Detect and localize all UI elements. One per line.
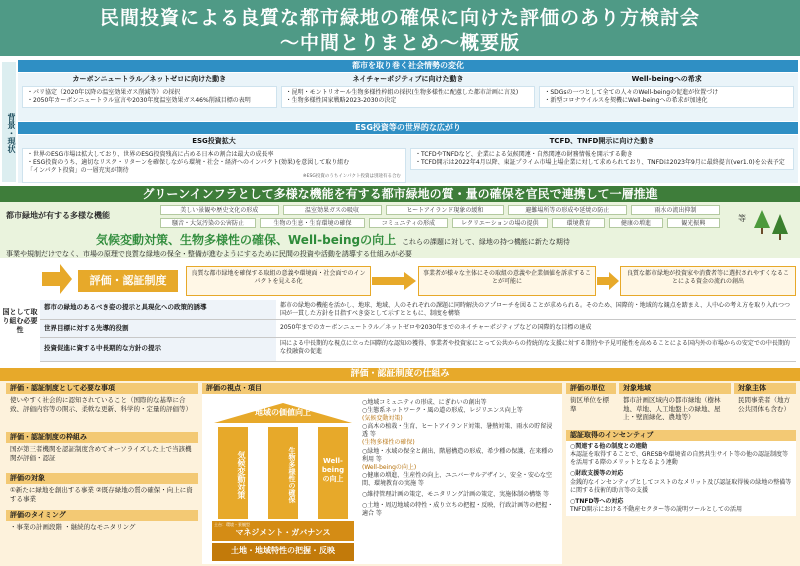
func-item: 観光振興 [667,218,720,228]
temple-diagram [208,397,358,563]
headline: 気候変動対策、生物多様性の確保、Well-beingの向上 [96,233,397,247]
system-right-column [566,383,796,516]
arrow-right-icon [372,272,416,290]
box-body: 民間事業者（地方公共団体も含む） [738,396,790,413]
list-item: ・生物多様性国家戦略2023-2030の決定 [285,96,397,104]
arrow-right-icon [597,272,619,290]
list-item: ・昆明・モントリオール生物多様性枠組の採択(生物多様性に配慮した都市計画に言及) [285,89,519,97]
system-band: 評価・認証制度の仕組み [0,368,800,381]
func-row-2 [160,218,720,228]
list-item: ○緑地・水域の保全と創出、階層構造の形成、希少種の保護、在来種の利用 等 [362,447,554,463]
footnote: ※ESG投資のうちインパクト投資は別途有る合む [302,174,401,180]
unit-row [566,383,796,428]
temple-roof: 地域の価値向上 [255,408,311,417]
list-item: ○TNFD等への対応 [570,497,624,505]
temple-pillar: Well-being の向上 [321,457,345,484]
flow-step-2: 事業者が様々な主体にその取組の意義や企業価値を訴求することが可能に [418,266,596,296]
temple-base-2: 土地・地域特性の把握・反映 [231,546,335,555]
page-subtitle: ～中間とりまとめ～概要版 [279,31,520,54]
func-item: レクリエーションの場の提供 [452,218,548,228]
func-item: 健康の増進 [609,218,662,228]
box-title: 評価・認証制度の枠組み [6,432,198,443]
list-item: ・パリ協定（2020年以降の温室効果ガス削減等）の採択 [27,89,181,97]
unit-col [566,383,616,428]
role-value: 国による中長期的な視点に立った国際的な認知の獲得、事業者や投資家にとって公共からの持続的な支援に対する期待や予見可能性を高めることによる国内外の市場からの安定での中長期的な投融資の促進 [280,340,790,355]
func-item: 温室効果ガスの吸収 [283,205,382,215]
list-item: ・2050年カーボンニュートラル宣言や2030年度温室効果ガス46%削減目標の表明 [27,96,251,104]
box-body: 都市計画区域内の都市緑地（樹林地、草地、人工地盤上の緑地、屋上・壁面緑化、農地等） [623,396,721,421]
box-body: ①新たに緑地を創出する事業 ②既存緑地の質の確保・向上に資する事業 [10,486,193,503]
box-title: 評価・認証制度として必要な事項 [6,383,198,394]
col-body [281,86,536,108]
list-item: (Well-beingの向上) [362,463,417,471]
col-title: カーボンニュートラル／ネットゼロに向けた動き [72,75,227,83]
list-item: ・新型コロナウイルスを契機にWell-beingへの希求が加速化 [544,96,708,104]
list-item: ・世界のESG市場は拡大しており、世界のESG投資残高に占める日本の割合は最大の成長率 [27,151,274,159]
box-title: 評価の対象 [6,473,198,484]
viewpoint-items [362,399,558,518]
system-viewpoint-panel [202,383,562,564]
list-item: ○関連する他の制度との連動 [570,443,648,451]
func-item: ヒートアイランド現象の緩和 [386,205,505,215]
func-label: 都市緑地が有する多様な機能 [6,211,110,220]
list-item: ○土地・周辺地域の特性・成り立ちの把握・反映、行政計画等の把握・適合 等 [362,502,554,518]
role-value: 都市の緑地の機能を活かし、地球、地域、人のそれぞれの課題に同時解決のアプローチを図ることが求められる。そのため、国際的・地域的な観点を踏まえ、人中心の考え方を取り入れつつ国が一貫した方針を目指すべき姿として示すとともに、制度を構築 [280,302,791,317]
list-item: ・ESG投資のうち、適切なリスク・リターンを確保しながら環境・社会・経済へのインパクト(効果)を意図して取り組む [27,158,350,166]
incentive-list [566,441,796,516]
list-item: 「インパクト投資」の一層充実が期待 [27,166,129,174]
col-esg-expansion [22,137,406,181]
green-band: グリーンインフラとして多様な機能を有する都市緑地の質・量の確保を官民で連携して一層推進 [0,186,800,202]
role-value: 2050年までのカーボンニュートラル／ネットゼロや2030年までのネイチャーポジティブなどの国際的な目標の達成 [280,324,592,331]
unit-col [619,383,731,428]
role-label: 国として取り組む必要性 [2,308,38,335]
list-item: ○高木の植栽・生育、ヒートアイランド対策、暑熱対策、雨水の貯留浸透 等 [362,423,553,439]
band-esg: ESG投資等の世界的な広がり [18,122,798,134]
list-item: ○財政支援等の対応 [570,470,624,478]
headline-row [96,233,796,249]
role-key: 世界目標に対する先導的役割 [40,320,276,337]
func-etc: 等 [738,214,746,223]
list-item: ○生態系ネットワーク・風の道の形成、レジリエンス向上等 [362,407,523,415]
col-tcfd [410,137,794,181]
role-table [40,300,796,362]
list-item: ○維持管理計画の策定、モニタリング計画の策定、実施体制の構築 等 [362,491,550,499]
list-item: 金銭的なインセンティブとしてコストのなメリット及び認証取得後の緑地の整備等に関する技術的助言等の支援 [570,478,792,494]
box-title: 評価の単位 [566,383,616,394]
headline-suffix: これらの課題に対して、緑地の持つ機能に新たな期待 [402,238,570,246]
table-row [40,338,796,362]
temple-pillar: 生物多様性の確保 [288,447,296,503]
table-row [40,300,796,320]
col-title: TCFD、TNFD開示に向けた動き [549,137,655,145]
col-body [22,148,406,183]
box-title: 評価の視点・項目 [202,383,562,394]
box-title: 認証取得のインセンティブ [566,430,796,441]
list-item: (気候変動対策) [362,415,403,423]
box-body: 使いやすく社会的に認知されていること（国際的な基準に合致、評価内容等の開示、柔軟な更新、科学的・定量的評価等） [10,396,192,413]
temple-base-label: 土台：環境・景観型 [214,522,250,527]
box-body: ・事業の計画段階 ・継続的なモニタリング [10,523,136,532]
box-body: 国が第三者機関を認証制度含めてオーソライズした上で当該機関が評価・認証 [10,445,192,462]
list-item: ○健康の増進、生産性の向上、ユニバーサルデザイン、安全・安心な空間、環境教育の実施 等 [362,471,553,487]
role-key: 都市の緑地のあるべき姿の提示と具現化への政策的誘導 [40,300,276,319]
func-item: 環境教育 [552,218,605,228]
col-title: ネイチャーポジティブに向けた動き [352,75,464,83]
func-item: 美しい景観や歴史文化の形成 [160,205,279,215]
box-title: 対象地域 [619,383,731,394]
col-body [539,86,794,108]
esg-columns [18,135,798,183]
col-wellbeing [539,75,794,119]
flow-step-3: 良質な都市緑地が投資家や消費者等に選択されやすくなることによる資金の流れの創出 [620,266,796,296]
role-key: 投資促進に資する中長期的な方針の提示 [40,338,276,361]
col-carbon-neutral [22,75,277,119]
func-item: 騒音・大気汚染の公害防止 [160,218,256,228]
func-item: 生物の生息・生育環境の確保 [260,218,365,228]
list-item: 本認証を取得することで、GRESBや環境省の自然共生サイト等の他の認証制度等を活用する際のメリットとなるよう連動 [570,451,788,467]
func-row-1 [160,205,720,215]
col-title: Well-beingへの希求 [631,75,702,83]
list-item: ・TCFD開示は2022年4月以降、東証プライム市場上場企業に対して求められており、TNFDは2023年9月に最終提言(ver1.0)を公表予定 [415,158,785,166]
box-title: 評価のタイミング [6,510,198,521]
col-body [410,148,794,170]
unit-col [734,383,796,428]
table-row [40,320,796,338]
temple-base-1: マネジメント・ガバナンス [235,528,331,537]
list-item: (生物多様性の確保) [362,439,415,447]
social-change-columns [18,73,798,121]
page-header [0,0,800,56]
func-item: 雨水の流出抑制 [631,205,720,215]
list-item: TNFD開示における不動産セクター等の説明ツールとしての活用 [570,505,742,513]
list-item: ・TCFDやTNFDなど、企業による気候関連・自然関連の財務情報を開示する動き [415,151,633,159]
evaluation-label: 評価・認証制度 [78,270,178,292]
col-body [22,86,277,108]
col-nature-positive [281,75,536,119]
list-item: ○地域コミュニティの形成、にぎわいの創出等 [362,399,487,406]
flow-step-1: 良質な都市緑地を確保する取組の意義や環境面・社会面でのインパクトを見える化 [186,266,371,296]
col-title: ESG投資拡大 [192,137,236,145]
temple-pillar: 気候変動対策 [237,451,246,499]
func-item: 避難場所等の形成や延焼の防止 [508,205,627,215]
box-title: 対象主体 [734,383,796,394]
box-body: 街区単位を標準 [570,396,609,413]
func-item: コミュニティの形成 [369,218,448,228]
system-left-column [6,383,198,534]
arrow-right-icon [40,262,74,296]
page-title: 民間投資による良質な都市緑地の確保に向けた評価のあり方検討会 [99,7,700,29]
green-note: 事業や規制だけでなく、市場の原理で良質な緑地の保全・整備が進むようにするために民間の投資や活動を誘導する仕組みが必要 [6,250,412,258]
background-side-label: 背景・現状 [2,62,16,182]
list-item: ・SDGsの一つとして全ての人々のWell-beingの促進が位置づけ [544,89,719,97]
band-social-change: 都市を取り巻く社会情勢の変化 [18,60,798,72]
